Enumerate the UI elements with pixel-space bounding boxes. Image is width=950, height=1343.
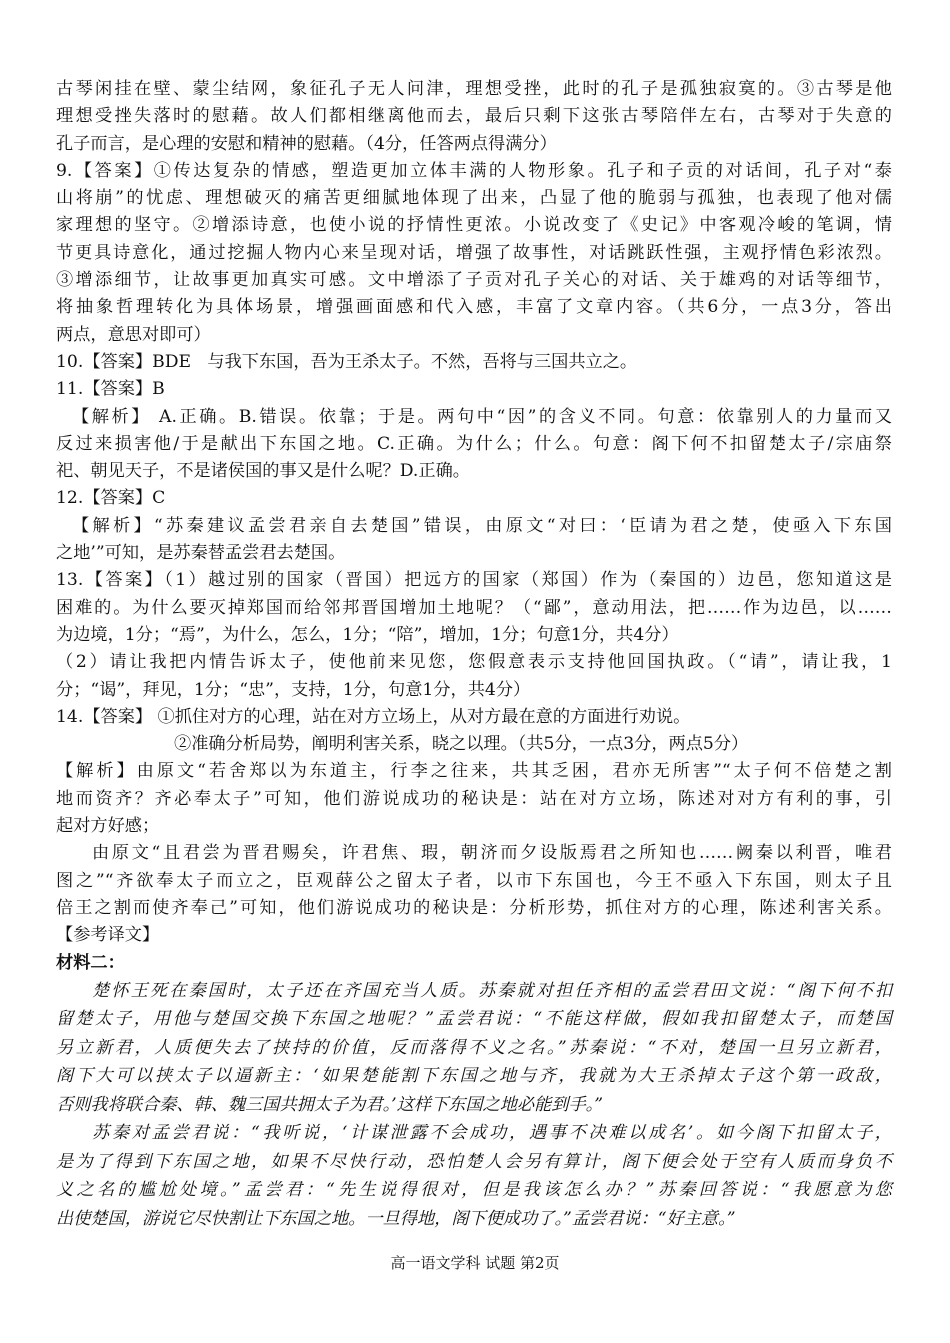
text-line: （2）请让我把内情告诉太子，使他前来见您，您假意表示支持他回国执政。（“请”，请让我，1: [56, 652, 892, 673]
text-line: 【解析】由原文“若舍郑以为东道主，行李之往来，共其乏困，君亦无所害”“太子何不倍楚之割: [56, 761, 892, 782]
text-line: 楚怀王死在秦国时，太子还在齐国充当人质。苏秦就对担任齐相的孟尝君田文说：“阁下何不扣: [92, 980, 892, 1001]
text-line: 将抽象哲理转化为具体场景，增强画面感和代入感，丰富了文章内容。（共6分，一点3分，答出: [56, 297, 892, 318]
text-line: 由原文“且君尝为晋君赐矣，许君焦、瑕，朝济而夕设版焉君之所知也……阙秦以利晋，唯君: [92, 843, 892, 864]
page-footer: 高一语文学科 试题 第2页: [390, 1254, 560, 1272]
text-line: 留楚太子，用他与楚国交换下东国之地呢？”孟尝君说：“不能这样做，假如我扣留楚太子，而楚国: [56, 1009, 892, 1030]
text-line: 两点，意思对即可）: [56, 324, 211, 345]
text-line: 【解析】“苏秦建议孟尝君亲自去楚国”错误，由原文“对曰：‘臣请为君之楚，使亟入下东国: [72, 515, 892, 536]
text-line: 理想受挫失落时的慰藉。故人们都相继离他而去，最后只剩下这张古琴陪伴左右，古琴对于失意的: [56, 106, 892, 127]
text-line: ③增添细节，让故事更加真实可感。文中增添了子贡对孔子关心的对话、关于雄鸡的对话等细节，: [56, 270, 892, 291]
text-line: 13.【答案】（1）越过别的国家（晋国）把远方的国家（郑国）作为（秦国的）边邑，您知道这是: [56, 570, 892, 591]
text-line: 分；“谒”，拜见，1分；“忠”，支持，1分，句意1分，共4分）: [56, 679, 531, 700]
text-line: 14.【答案】 ①抓住对方的心理，站在对方立场上，从对方最在意的方面进行劝说。: [56, 706, 691, 727]
text-line: 义之名的尴尬处境。”孟尝君：“先生说得很对，但是我该怎么办？”苏秦回答说：“我愿意为您: [56, 1180, 892, 1201]
text-line: 阁下大可以挟太子以逼新主：‘如果楚能割下东国之地与齐，我就为大王杀掉太子这个第一政敌，: [56, 1066, 892, 1087]
text-line: 家理想的坚守。②增添诗意，也使小说的抒情性更浓。小说改变了《史记》中客观冷峻的笔调，情: [56, 215, 892, 236]
text-line: 祀、朝见天子，不是诸侯国的事又是什么呢？D.正确。: [56, 461, 470, 482]
text-line: 困难的。为什么要灭掉郑国而给邻邦晋国增加土地呢？（“鄙”，意动用法，把……作为边邑，以……: [56, 597, 892, 618]
text-line: 10.【答案】BDE 与我下东国，吾为王杀太子。不然，吾将与三国共立之。: [56, 351, 638, 372]
text-line: 古琴闲挂在壁、蒙尘结网，象征孔子无人问津，理想受挫，此时的孔子是孤独寂寞的。③古琴是他: [56, 79, 892, 99]
text-line: 否则我将联合秦、韩、魏三国共拥太子为君。’这样下东国之地必能到手。”: [56, 1094, 604, 1115]
text-line: 是为了得到下东国之地，如果不尽快行动，恐怕楚人会另有算计，阁下便会处于空有人质而身负不: [56, 1151, 892, 1172]
text-line: 山将崩”的忧虑、理想破灭的痛苦更细腻地体现了出来，凸显了他的脆弱与孤独，也表现了他对儒: [56, 188, 892, 209]
text-line: 另立新君，人质便失去了挟持的价值，反而落得不义之名。”苏秦说：“不对，楚国一旦另立新君，: [56, 1037, 892, 1058]
text-line: 9.【答案】①传达复杂的情感，塑造更加立体丰满的人物形象。孔子和子贡的对话间，孔子对“泰: [56, 160, 892, 181]
text-line: 倍王之割而使齐奉己”可知，他们游说成功的秘诀是：分析形势，抓住对方的心理，陈述利害关系。: [56, 897, 892, 918]
text-line: 之地’”可知，是苏秦替孟尝君去楚国。: [56, 543, 346, 564]
text-line: 12.【答案】C: [56, 488, 166, 509]
text-line: 【参考译文】: [56, 925, 160, 946]
text-line: 苏秦对孟尝君说：“我听说，‘计谋泄露不会成功，遇事不决难以成名’。如今阁下扣留太子，: [92, 1123, 892, 1144]
text-line: 地而资齐？齐必奉太子”可知，他们游说成功的秘诀是：站在对方立场，陈述对对方有利的事，引: [56, 788, 892, 809]
text-line: 11.【答案】B: [56, 379, 165, 400]
text-line: 材料二：: [56, 952, 125, 973]
text-line: 起对方好感；: [56, 816, 160, 837]
text-line: 【解析】 A.正确。B.错误。依靠；于是。两句中“因”的含义不同。句意：依靠别人的力量而又: [72, 406, 892, 427]
text-line: 出使楚国，游说它尽快割让下东国之地。一旦得地，阁下便成功了。”孟尝君说：“好主意。”: [56, 1208, 736, 1229]
text-line: ②准确分析局势，阐明利害关系，晓之以理。（共5分，一点3分，两点5分）: [174, 734, 749, 755]
text-line: 孔子而言，是心理的安慰和精神的慰藉。（4分，任答两点得满分）: [56, 133, 557, 154]
text-line: 为边境，1分；“焉”，为什么，怎么，1分；“陪”，增加，1分；句意1分，共4分）: [56, 624, 679, 645]
document-body: [56, 76, 892, 1233]
text-line: 图之”“齐欲奉太子而立之，臣观薛公之留太子者，以市下东国也，今王不亟入下东国，则太子且: [56, 870, 892, 891]
text-line: 节更具诗意化，通过挖掘人物内心来呈现对话，增强了故事性，对话跳跃性强，主观抒情色彩浓烈。: [56, 242, 892, 263]
text-line: 反过来损害他/于是献出下东国之地。C.正确。为什么；什么。句意：阁下何不扣留楚太子/宗庙祭: [56, 433, 892, 454]
